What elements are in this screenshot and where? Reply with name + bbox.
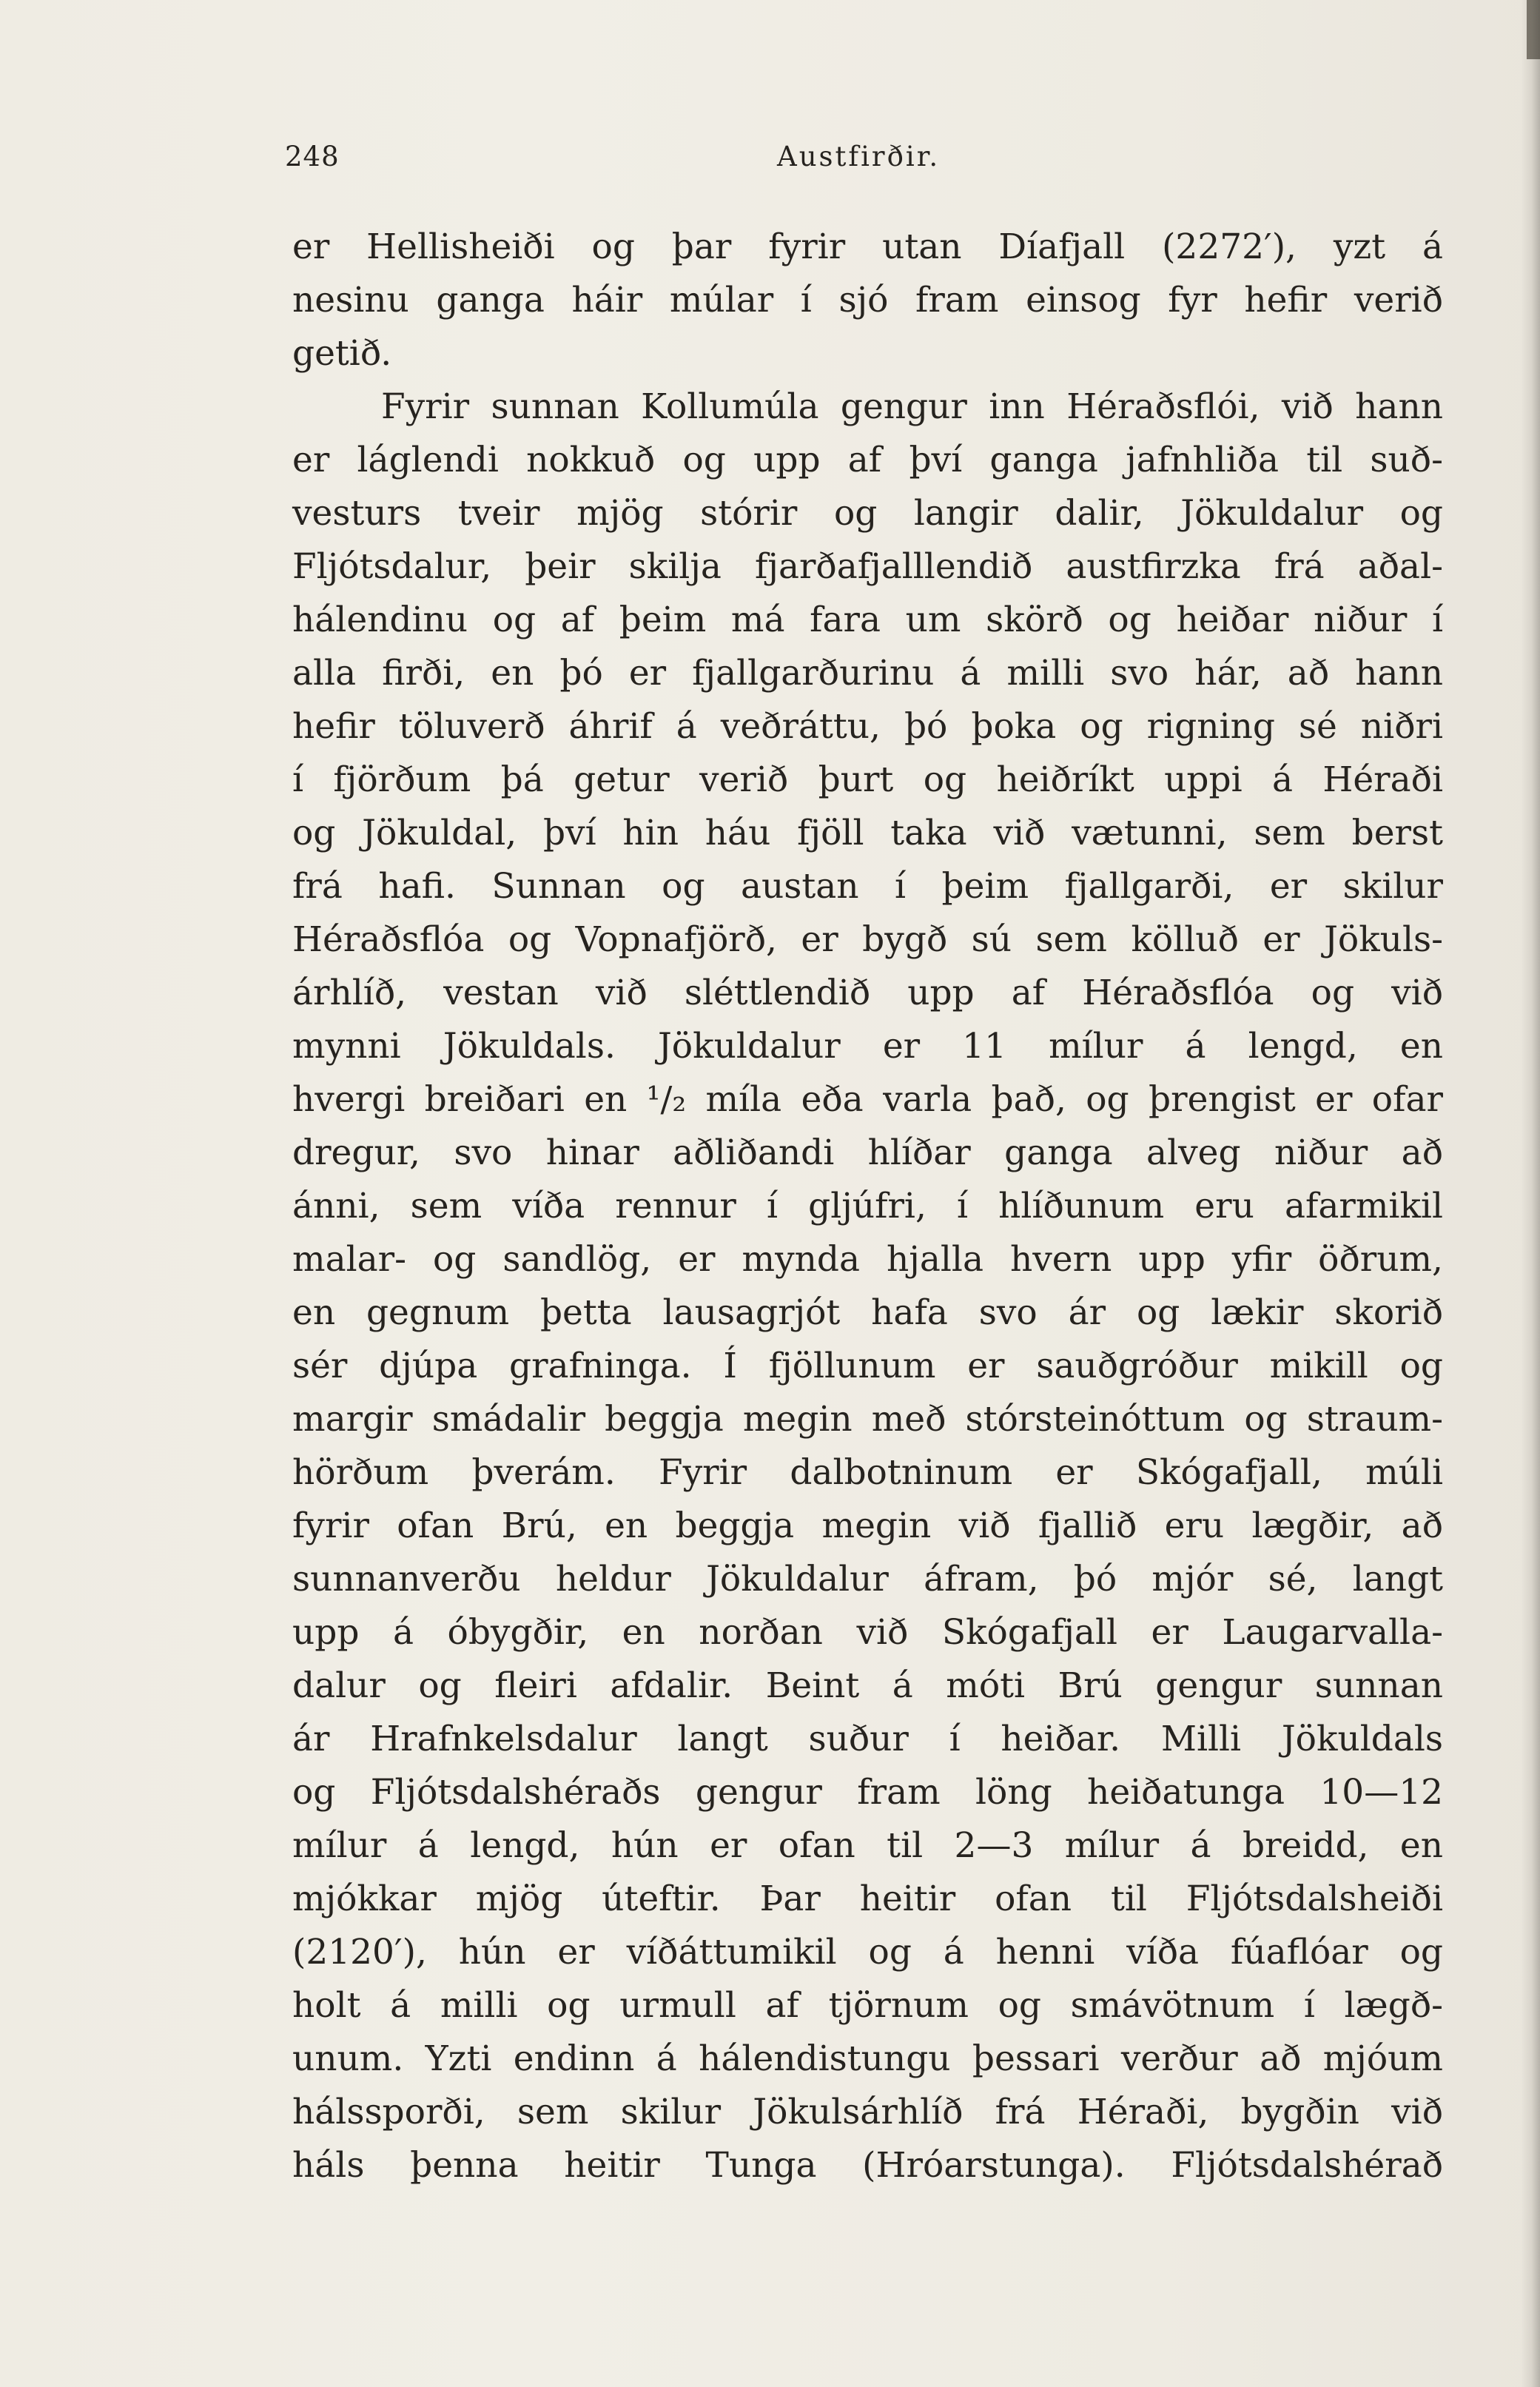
text-line: hefir töluverð áhrif á veðráttu, þó þoka og rigning sé niðri — [292, 706, 1443, 747]
text-line: háls þenna heitir Tunga (Hróarstunga). Fljótsdalshérað — [292, 2145, 1443, 2186]
text-line: dregur, svo hinar aðliðandi hlíðar ganga alveg niður að — [292, 1132, 1443, 1173]
text-line: mílur á lengd, hún er ofan til 2—3 mílur á breidd, en — [292, 1825, 1443, 1866]
body-text — [292, 221, 1443, 2192]
text-line: hvergi breiðari en ¹/₂ míla eða varla það, og þrengist er ofar — [292, 1079, 1443, 1120]
text-line: Fljótsdalur, þeir skilja fjarðafjalllendið austfirzka frá aðal- — [292, 546, 1443, 587]
text-line: hálssporði, sem skilur Jökulsárhlíð frá Héraði, bygðin við — [292, 2092, 1443, 2132]
text-line: er Hellisheiði og þar fyrir utan Díafjall (2272′), yzt á — [292, 226, 1443, 267]
spine-shadow — [1521, 0, 1540, 2387]
text-line: hálendinu og af þeim má fara um skörð og heiðar niður í — [292, 600, 1443, 640]
page-header — [285, 141, 1413, 185]
text-line: og Fljótsdalshéraðs gengur fram löng heiðatunga 10—12 — [292, 1772, 1443, 1813]
text-line: Héraðsflóa og Vopnafjörð, er bygð sú sem kölluð er Jökuls- — [292, 919, 1443, 960]
text-line: er láglendi nokkuð og upp af því ganga jafnhliða til suð- — [292, 440, 1443, 480]
text-line: sér djúpa grafninga. Í fjöllunum er sauðgróður mikill og — [292, 1346, 1443, 1386]
text-line: getið. — [292, 333, 392, 374]
text-line: upp á óbygðir, en norðan við Skógafjall er Laugarvalla- — [292, 1612, 1443, 1653]
text-line: dalur og fleiri afdalir. Beint á móti Brú gengur sunnan — [292, 1665, 1443, 1706]
text-line: ár Hrafnkelsdalur langt suður í heiðar. Milli Jökuldals — [292, 1719, 1443, 1759]
text-line: holt á milli og urmull af tjörnum og smávötnum í lægð- — [292, 1985, 1443, 2026]
text-line: sunnanverðu heldur Jökuldalur áfram, þó mjór sé, langt — [292, 1559, 1443, 1599]
text-line: nesinu ganga háir múlar í sjó fram einsog fyr hefir verið — [292, 280, 1443, 320]
text-line: ánni, sem víða rennur í gljúfri, í hlíðunum eru afarmikil — [292, 1186, 1443, 1226]
text-line: unum. Yzti endinn á hálendistungu þessari verður að mjóum — [292, 2038, 1443, 2079]
text-line: alla firði, en þó er fjallgarðurinu á milli svo hár, að hann — [292, 653, 1443, 694]
text-line: hörðum þverám. Fyrir dalbotninum er Skógafjall, múli — [292, 1452, 1443, 1493]
text-line: vesturs tveir mjög stórir og langir dalir, Jökuldalur og — [292, 493, 1443, 534]
text-line: fyrir ofan Brú, en beggja megin við fjallið eru lægðir, að — [292, 1505, 1443, 1546]
text-line: en gegnum þetta lausagrjót hafa svo ár og lækir skorið — [292, 1292, 1443, 1333]
text-line: og Jökuldal, því hin háu fjöll taka við vætunni, sem berst — [292, 813, 1443, 853]
text-line: frá hafi. Sunnan og austan í þeim fjallgarði, er skilur — [292, 866, 1443, 907]
text-line: margir smádalir beggja megin með stórsteinóttum og straum- — [292, 1399, 1443, 1440]
text-line: árhlíð, vestan við sléttlendið upp af Héraðsflóa og við — [292, 973, 1443, 1013]
text-line: mynni Jökuldals. Jökuldalur er 11 mílur á lengd, en — [292, 1026, 1443, 1067]
page-number: 248 — [285, 141, 340, 172]
running-title: Austfirðir. — [777, 141, 941, 172]
text-line: í fjörðum þá getur verið þurt og heiðríkt uppi á Héraði — [292, 759, 1443, 800]
text-line: malar- og sandlög, er mynda hjalla hvern upp yfir öðrum, — [292, 1239, 1443, 1280]
text-line: mjókkar mjög úteftir. Þar heitir ofan til Fljótsdalsheiði — [292, 1879, 1443, 1919]
text-line: (2120′), hún er víðáttumikil og á henni víða fúaflóar og — [292, 1932, 1443, 1973]
text-line: Fyrir sunnan Kollumúla gengur inn Héraðsflói, við hann — [381, 386, 1443, 427]
